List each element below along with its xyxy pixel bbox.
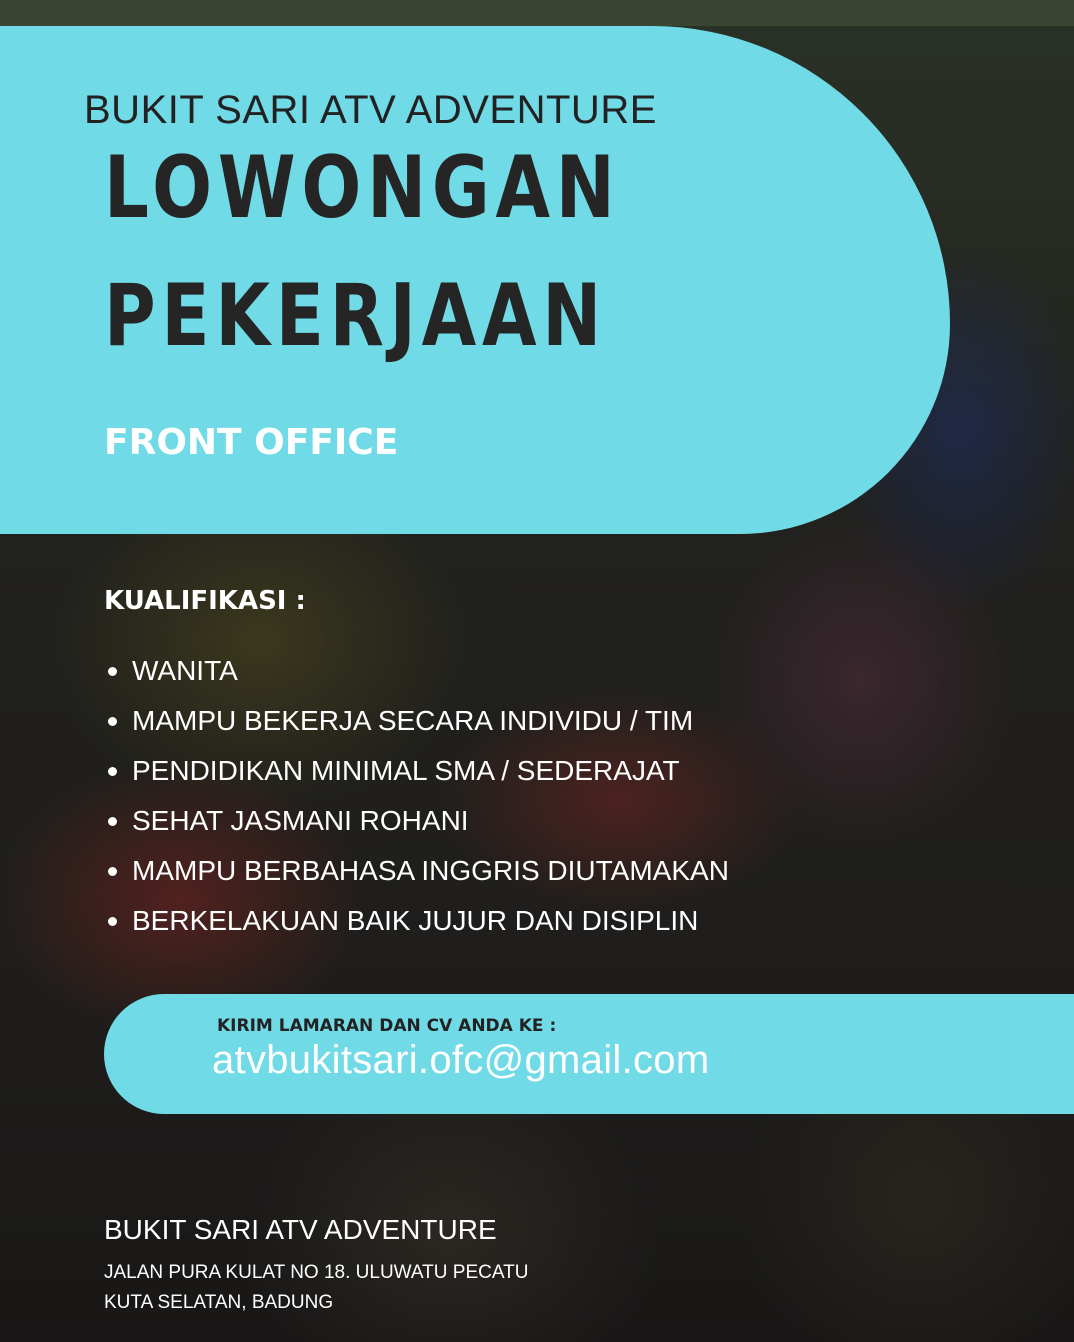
address-line-1: JALAN PURA KULAT NO 18. ULUWATU PECATU xyxy=(104,1262,529,1283)
qualification-item xyxy=(104,646,729,696)
top-photo-strip xyxy=(0,0,1074,26)
qualification-item xyxy=(104,746,729,796)
title-line-1: LOWONGAN xyxy=(104,138,621,238)
bullet-icon xyxy=(108,767,117,776)
footer-brand-name: BUKIT SARI ATV ADVENTURE xyxy=(104,1214,497,1245)
qualification-text: PENDIDIKAN MINIMAL SMA / SEDERAJAT xyxy=(132,755,680,786)
title-line-2: PEKERJAAN xyxy=(104,266,608,366)
qualification-text: WANITA xyxy=(132,655,238,686)
bullet-icon xyxy=(108,867,117,876)
qualifications-title: KUALIFIKASI : xyxy=(104,586,306,616)
qualifications-list xyxy=(104,646,729,946)
bullet-icon xyxy=(108,917,117,926)
qualification-text: MAMPU BEKERJA SECARA INDIVIDU / TIM xyxy=(132,705,694,736)
qualification-item xyxy=(104,796,729,846)
qualification-text: BERKELAKUAN BAIK JUJUR DAN DISIPLIN xyxy=(132,905,699,936)
qualification-text: MAMPU BERBAHASA INGGRIS DIUTAMAKAN xyxy=(132,855,729,886)
qualification-item xyxy=(104,696,729,746)
qualification-item xyxy=(104,846,729,896)
job-position: FRONT OFFICE xyxy=(104,422,399,463)
contact-panel xyxy=(104,994,1074,1114)
brand-name: BUKIT SARI ATV ADVENTURE xyxy=(84,88,657,132)
bullet-icon xyxy=(108,717,117,726)
header-panel xyxy=(0,26,950,534)
qualification-text: SEHAT JASMANI ROHANI xyxy=(132,805,469,836)
qualification-item xyxy=(104,896,729,946)
address-line-2: KUTA SELATAN, BADUNG xyxy=(104,1292,334,1313)
contact-email-link[interactable]: atvbukitsari.ofc@gmail.com xyxy=(212,1038,710,1082)
contact-label: KIRIM LAMARAN DAN CV ANDA KE : xyxy=(217,1016,557,1036)
bullet-icon xyxy=(108,817,117,826)
bullet-icon xyxy=(108,667,117,676)
